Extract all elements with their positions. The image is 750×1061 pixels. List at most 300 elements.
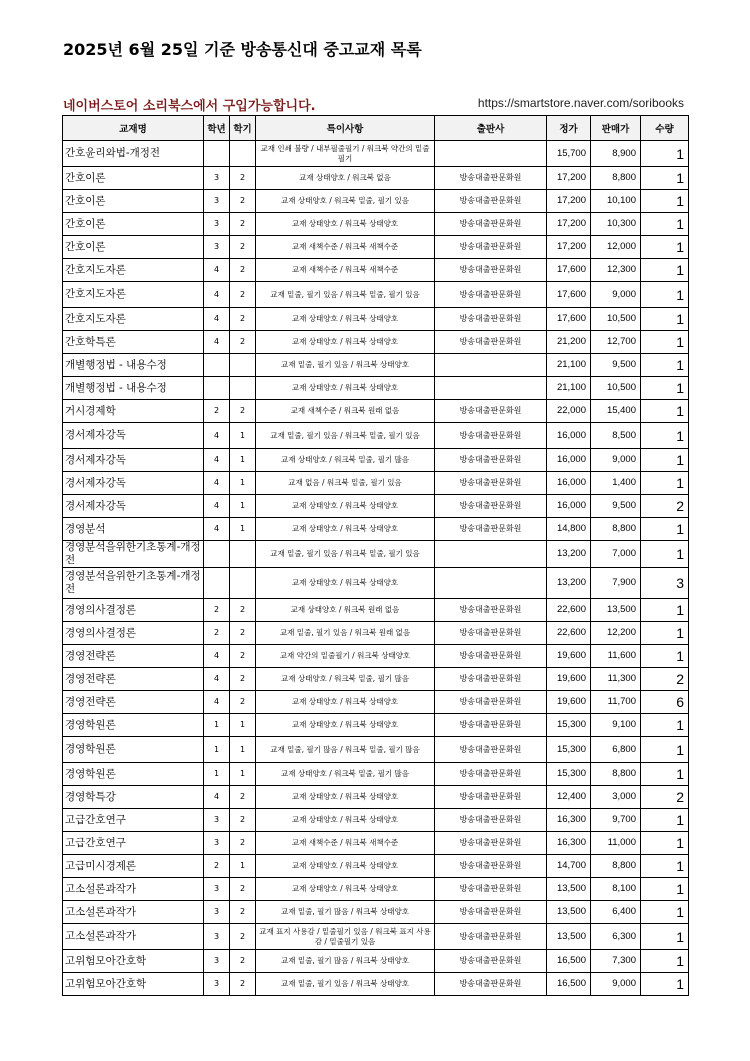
cell-publisher: 방송대출판문화원: [435, 400, 547, 423]
cell-notes: 교재 상태양호 / 워크북 상태양호: [256, 568, 435, 599]
cell-notes: 교재 새책수준 / 워크북 원래 없음: [256, 400, 435, 423]
cell-grade: 4: [204, 282, 230, 308]
cell-notes: 교재 상태양호 / 워크북 상태양호: [256, 809, 435, 832]
cell-semester: [230, 377, 256, 400]
cell-grade: 3: [204, 950, 230, 973]
cell-semester: 2: [230, 190, 256, 213]
cell-notes: 교재 인쇄 불량 / 내부필줄필기 / 워크북 약간의 밑줄필기: [256, 141, 435, 167]
table-row: [63, 167, 689, 190]
table-row: [63, 423, 689, 449]
cell-quantity: 1: [641, 167, 689, 190]
cell-grade: [204, 541, 230, 568]
cell-publisher: 방송대출판문화원: [435, 213, 547, 236]
cell-list-price: 12,400: [547, 786, 591, 809]
cell-list-price: 19,600: [547, 645, 591, 668]
cell-textbook-name: 고급미시경제론: [63, 855, 204, 878]
cell-publisher: 방송대출판문화원: [435, 950, 547, 973]
cell-quantity: 1: [641, 259, 689, 282]
cell-textbook-name: 고소설론과작가: [63, 924, 204, 950]
cell-sale-price: 10,100: [591, 190, 641, 213]
cell-semester: 2: [230, 878, 256, 901]
header-list-price: 정가: [547, 116, 591, 141]
cell-grade: 2: [204, 855, 230, 878]
cell-textbook-name: 개별행정법 - 내용수정: [63, 377, 204, 400]
page-title: 2025년 6월 25일 기준 방송통신대 중고교재 목록: [63, 40, 422, 59]
cell-grade: 1: [204, 714, 230, 737]
cell-publisher: 방송대출판문화원: [435, 973, 547, 996]
cell-grade: 4: [204, 786, 230, 809]
cell-textbook-name: 경서제자강독: [63, 472, 204, 495]
cell-publisher: 방송대출판문화원: [435, 737, 547, 763]
cell-grade: [204, 568, 230, 599]
cell-grade: 4: [204, 691, 230, 714]
cell-notes: 교재 새책수준 / 워크북 새책수준: [256, 259, 435, 282]
cell-textbook-name: 경영의사결정론: [63, 622, 204, 645]
cell-sale-price: 9,000: [591, 282, 641, 308]
cell-quantity: 1: [641, 141, 689, 167]
table-row: [63, 141, 689, 167]
cell-publisher: 방송대출판문화원: [435, 167, 547, 190]
cell-sale-price: 13,500: [591, 599, 641, 622]
cell-quantity: 1: [641, 599, 689, 622]
cell-sale-price: 11,000: [591, 832, 641, 855]
header-sale-price: 판매가: [591, 116, 641, 141]
table-row: [63, 599, 689, 622]
cell-notes: 교재 밑줄, 필기 많음 / 워크북 상태양호: [256, 950, 435, 973]
table-row: [63, 832, 689, 855]
cell-semester: 1: [230, 855, 256, 878]
table-row: [63, 809, 689, 832]
cell-quantity: 1: [641, 282, 689, 308]
cell-list-price: 22,000: [547, 400, 591, 423]
cell-textbook-name: 간호지도자론: [63, 259, 204, 282]
cell-notes: 교재 상태양호 / 워크북 상태양호: [256, 377, 435, 400]
cell-list-price: 19,600: [547, 668, 591, 691]
cell-notes: 교재 상태양호 / 워크북 상태양호: [256, 518, 435, 541]
cell-quantity: 1: [641, 901, 689, 924]
cell-publisher: 방송대출판문화원: [435, 495, 547, 518]
cell-grade: [204, 141, 230, 167]
table-row: [63, 901, 689, 924]
cell-semester: [230, 141, 256, 167]
cell-textbook-name: 고위험모아간호학: [63, 973, 204, 996]
cell-semester: 2: [230, 167, 256, 190]
cell-list-price: 21,100: [547, 354, 591, 377]
table-row: [63, 855, 689, 878]
cell-textbook-name: 고위험모아간호학: [63, 950, 204, 973]
cell-list-price: 13,200: [547, 541, 591, 568]
cell-grade: 4: [204, 645, 230, 668]
cell-sale-price: 8,500: [591, 423, 641, 449]
cell-grade: 1: [204, 763, 230, 786]
cell-semester: 1: [230, 518, 256, 541]
cell-list-price: 17,200: [547, 167, 591, 190]
cell-publisher: 방송대출판문화원: [435, 832, 547, 855]
cell-textbook-name: 간호지도자론: [63, 308, 204, 331]
cell-sale-price: 8,900: [591, 141, 641, 167]
cell-publisher: 방송대출판문화원: [435, 763, 547, 786]
table-row: [63, 472, 689, 495]
cell-list-price: 13,500: [547, 878, 591, 901]
table-row: [63, 878, 689, 901]
cell-textbook-name: 고급간호연구: [63, 832, 204, 855]
cell-quantity: 1: [641, 472, 689, 495]
header-publisher: 출판사: [435, 116, 547, 141]
cell-sale-price: 7,900: [591, 568, 641, 599]
cell-grade: 4: [204, 518, 230, 541]
header-semester: 학기: [230, 116, 256, 141]
cell-list-price: 17,200: [547, 190, 591, 213]
cell-publisher: [435, 377, 547, 400]
cell-publisher: 방송대출판문화원: [435, 259, 547, 282]
cell-grade: [204, 354, 230, 377]
cell-grade: 3: [204, 901, 230, 924]
cell-sale-price: 6,400: [591, 901, 641, 924]
cell-textbook-name: 경영분석: [63, 518, 204, 541]
cell-sale-price: 8,800: [591, 167, 641, 190]
cell-list-price: 21,100: [547, 377, 591, 400]
cell-sale-price: 12,300: [591, 259, 641, 282]
cell-sale-price: 8,100: [591, 878, 641, 901]
cell-list-price: 16,500: [547, 950, 591, 973]
cell-textbook-name: 간호이론: [63, 167, 204, 190]
cell-list-price: 17,600: [547, 282, 591, 308]
cell-textbook-name: 고급간호연구: [63, 809, 204, 832]
cell-semester: 2: [230, 259, 256, 282]
cell-list-price: 17,600: [547, 259, 591, 282]
store-url[interactable]: https://smartstore.naver.com/soribooks: [477, 96, 684, 110]
cell-publisher: 방송대출판문화원: [435, 645, 547, 668]
cell-quantity: 1: [641, 924, 689, 950]
cell-notes: 교재 밑줄, 필기 많음 / 워크북 밑줄, 필기 많음: [256, 737, 435, 763]
cell-textbook-name: 간호이론: [63, 190, 204, 213]
cell-grade: 4: [204, 423, 230, 449]
cell-grade: 4: [204, 472, 230, 495]
cell-publisher: [435, 354, 547, 377]
table-row: [63, 282, 689, 308]
table-row: [63, 213, 689, 236]
cell-list-price: 16,000: [547, 423, 591, 449]
cell-sale-price: 8,800: [591, 763, 641, 786]
header-quantity: 수량: [641, 116, 689, 141]
cell-list-price: 15,300: [547, 737, 591, 763]
cell-notes: 교재 상태양호 / 워크북 상태양호: [256, 495, 435, 518]
cell-publisher: 방송대출판문화원: [435, 423, 547, 449]
cell-grade: 2: [204, 622, 230, 645]
cell-semester: [230, 568, 256, 599]
cell-textbook-name: 경영학원론: [63, 737, 204, 763]
table-row: [63, 714, 689, 737]
cell-publisher: 방송대출판문화원: [435, 622, 547, 645]
table-row: [63, 786, 689, 809]
cell-quantity: 1: [641, 518, 689, 541]
cell-quantity: 1: [641, 354, 689, 377]
cell-notes: 교재 상태양호 / 워크북 상태양호: [256, 691, 435, 714]
cell-list-price: 16,300: [547, 809, 591, 832]
cell-publisher: 방송대출판문화원: [435, 449, 547, 472]
table-row: [63, 622, 689, 645]
cell-sale-price: 10,500: [591, 377, 641, 400]
cell-grade: 4: [204, 331, 230, 354]
cell-semester: 2: [230, 400, 256, 423]
cell-semester: 2: [230, 901, 256, 924]
cell-semester: 2: [230, 950, 256, 973]
table-row: [63, 518, 689, 541]
cell-quantity: 2: [641, 668, 689, 691]
header-grade: 학년: [204, 116, 230, 141]
cell-publisher: 방송대출판문화원: [435, 691, 547, 714]
cell-sale-price: 15,400: [591, 400, 641, 423]
cell-semester: 2: [230, 973, 256, 996]
cell-notes: 교재 밑줄, 필기 있음 / 워크북 밑줄, 필기 있음: [256, 423, 435, 449]
cell-notes: 교재 상태양호 / 워크북 상태양호: [256, 331, 435, 354]
cell-textbook-name: 경서제자강독: [63, 449, 204, 472]
cell-notes: 교재 밑줄, 필기 있음 / 워크북 상태양호: [256, 973, 435, 996]
cell-list-price: 17,200: [547, 213, 591, 236]
table-row: [63, 645, 689, 668]
cell-semester: 1: [230, 449, 256, 472]
cell-publisher: 방송대출판문화원: [435, 924, 547, 950]
table-row: [63, 950, 689, 973]
cell-notes: 교재 상태양호 / 워크북 상태양호: [256, 714, 435, 737]
cell-publisher: [435, 541, 547, 568]
cell-sale-price: 6,300: [591, 924, 641, 950]
cell-semester: 1: [230, 763, 256, 786]
cell-notes: 교재 없음 / 워크북 밑줄, 필기 있음: [256, 472, 435, 495]
table-row: [63, 568, 689, 599]
table-row: [63, 377, 689, 400]
cell-sale-price: 11,600: [591, 645, 641, 668]
cell-list-price: 15,300: [547, 714, 591, 737]
cell-publisher: [435, 568, 547, 599]
cell-semester: 2: [230, 809, 256, 832]
cell-sale-price: 12,000: [591, 236, 641, 259]
cell-publisher: 방송대출판문화원: [435, 190, 547, 213]
cell-semester: 2: [230, 308, 256, 331]
cell-sale-price: 8,800: [591, 518, 641, 541]
cell-sale-price: 1,400: [591, 472, 641, 495]
cell-semester: [230, 354, 256, 377]
cell-textbook-name: 경영학원론: [63, 714, 204, 737]
table-row: [63, 331, 689, 354]
cell-publisher: 방송대출판문화원: [435, 282, 547, 308]
cell-list-price: 22,600: [547, 622, 591, 645]
cell-sale-price: 11,700: [591, 691, 641, 714]
cell-quantity: 6: [641, 691, 689, 714]
cell-sale-price: 11,300: [591, 668, 641, 691]
table-row: [63, 190, 689, 213]
cell-quantity: 2: [641, 495, 689, 518]
cell-publisher: 방송대출판문화원: [435, 331, 547, 354]
cell-textbook-name: 경서제자강독: [63, 495, 204, 518]
cell-textbook-name: 간호이론: [63, 213, 204, 236]
cell-publisher: 방송대출판문화원: [435, 878, 547, 901]
cell-quantity: 1: [641, 973, 689, 996]
cell-textbook-name: 경영학원론: [63, 763, 204, 786]
cell-notes: 교재 상태양호 / 워크북 밑줄, 필기 많음: [256, 668, 435, 691]
cell-sale-price: 12,200: [591, 622, 641, 645]
table-row: [63, 737, 689, 763]
cell-semester: 2: [230, 236, 256, 259]
cell-list-price: 13,200: [547, 568, 591, 599]
table-header-row: [63, 116, 689, 141]
cell-sale-price: 6,800: [591, 737, 641, 763]
cell-notes: 교재 상태양호 / 워크북 없음: [256, 167, 435, 190]
cell-notes: 교재 상태양호 / 워크북 밑줄, 필기 있음: [256, 190, 435, 213]
cell-notes: 교재 상태양호 / 워크북 상태양호: [256, 308, 435, 331]
store-notice: 네이버스토어 소리북스에서 구입가능합니다.: [63, 99, 316, 114]
table-row: [63, 236, 689, 259]
cell-semester: 2: [230, 645, 256, 668]
cell-quantity: 1: [641, 855, 689, 878]
cell-publisher: 방송대출판문화원: [435, 599, 547, 622]
cell-semester: 2: [230, 599, 256, 622]
cell-list-price: 14,800: [547, 518, 591, 541]
cell-grade: 4: [204, 259, 230, 282]
cell-semester: 2: [230, 622, 256, 645]
cell-publisher: 방송대출판문화원: [435, 518, 547, 541]
cell-sale-price: 9,000: [591, 449, 641, 472]
cell-list-price: 15,300: [547, 763, 591, 786]
cell-list-price: 13,500: [547, 901, 591, 924]
cell-sale-price: 9,700: [591, 809, 641, 832]
cell-semester: 2: [230, 331, 256, 354]
cell-grade: 3: [204, 878, 230, 901]
table-row: [63, 400, 689, 423]
cell-textbook-name: 경서제자강독: [63, 423, 204, 449]
cell-textbook-name: 경영학특강: [63, 786, 204, 809]
cell-textbook-name: 간호지도자론: [63, 282, 204, 308]
cell-notes: 교재 밑줄, 필기 있음 / 워크북 밑줄, 필기 있음: [256, 541, 435, 568]
cell-textbook-name: 경영전략론: [63, 668, 204, 691]
cell-sale-price: 10,500: [591, 308, 641, 331]
cell-list-price: 16,000: [547, 449, 591, 472]
cell-list-price: 21,200: [547, 331, 591, 354]
cell-semester: [230, 541, 256, 568]
table-row: [63, 668, 689, 691]
cell-publisher: 방송대출판문화원: [435, 236, 547, 259]
table-row: [63, 495, 689, 518]
cell-sale-price: 12,700: [591, 331, 641, 354]
cell-quantity: 1: [641, 541, 689, 568]
cell-notes: 교재 상태양호 / 워크북 원래 없음: [256, 599, 435, 622]
cell-textbook-name: 경영전략론: [63, 645, 204, 668]
cell-sale-price: 8,800: [591, 855, 641, 878]
cell-textbook-name: 간호이론: [63, 236, 204, 259]
cell-semester: 2: [230, 213, 256, 236]
cell-list-price: 16,300: [547, 832, 591, 855]
cell-textbook-name: 경영전략론: [63, 691, 204, 714]
cell-quantity: 1: [641, 737, 689, 763]
cell-textbook-name: 개별행정법 - 내용수정: [63, 354, 204, 377]
cell-grade: 2: [204, 599, 230, 622]
cell-notes: 교재 상태양호 / 워크북 상태양호: [256, 786, 435, 809]
cell-notes: 교재 밑줄, 필기 있음 / 워크북 밑줄, 필기 있음: [256, 282, 435, 308]
header-notes: 특이사항: [256, 116, 435, 141]
cell-grade: 2: [204, 400, 230, 423]
cell-quantity: 1: [641, 950, 689, 973]
cell-publisher: 방송대출판문화원: [435, 855, 547, 878]
cell-semester: 2: [230, 668, 256, 691]
cell-semester: 2: [230, 924, 256, 950]
table-row: [63, 541, 689, 568]
cell-notes: 교재 새책수준 / 워크북 새책수준: [256, 236, 435, 259]
cell-publisher: 방송대출판문화원: [435, 714, 547, 737]
cell-notes: 교재 약간의 밑줄필기 / 워크북 상태양호: [256, 645, 435, 668]
cell-notes: 교재 밑줄, 필기 있음 / 워크북 원래 없음: [256, 622, 435, 645]
cell-list-price: 15,700: [547, 141, 591, 167]
cell-publisher: 방송대출판문화원: [435, 901, 547, 924]
cell-list-price: 13,500: [547, 924, 591, 950]
cell-quantity: 1: [641, 809, 689, 832]
cell-semester: 2: [230, 786, 256, 809]
cell-textbook-name: 경영의사결정론: [63, 599, 204, 622]
cell-sale-price: 9,500: [591, 354, 641, 377]
cell-semester: 1: [230, 714, 256, 737]
cell-publisher: 방송대출판문화원: [435, 472, 547, 495]
cell-quantity: 1: [641, 213, 689, 236]
cell-list-price: 17,600: [547, 308, 591, 331]
cell-list-price: 14,700: [547, 855, 591, 878]
cell-quantity: 1: [641, 449, 689, 472]
cell-publisher: [435, 141, 547, 167]
cell-quantity: 1: [641, 400, 689, 423]
cell-publisher: 방송대출판문화원: [435, 786, 547, 809]
header-name: 교재명: [63, 116, 204, 141]
cell-semester: 1: [230, 472, 256, 495]
cell-notes: 교재 상태양호 / 워크북 상태양호: [256, 213, 435, 236]
cell-grade: 4: [204, 495, 230, 518]
cell-grade: [204, 377, 230, 400]
cell-quantity: 1: [641, 645, 689, 668]
cell-grade: 3: [204, 236, 230, 259]
cell-grade: 3: [204, 190, 230, 213]
cell-quantity: 1: [641, 763, 689, 786]
cell-semester: 1: [230, 495, 256, 518]
cell-grade: 4: [204, 449, 230, 472]
cell-notes: 교재 상태양호 / 워크북 밑줄, 필기 많음: [256, 763, 435, 786]
table-row: [63, 691, 689, 714]
cell-sale-price: 3,000: [591, 786, 641, 809]
table-row: [63, 449, 689, 472]
cell-textbook-name: 간호학특론: [63, 331, 204, 354]
cell-publisher: 방송대출판문화원: [435, 308, 547, 331]
cell-list-price: 16,000: [547, 495, 591, 518]
cell-sale-price: 9,000: [591, 973, 641, 996]
cell-textbook-name: 고소설론과작가: [63, 901, 204, 924]
cell-textbook-name: 거시경제학: [63, 400, 204, 423]
cell-list-price: 16,500: [547, 973, 591, 996]
cell-grade: 3: [204, 924, 230, 950]
cell-grade: 1: [204, 737, 230, 763]
table-row: [63, 308, 689, 331]
cell-grade: 3: [204, 832, 230, 855]
cell-notes: 교재 밑줄, 필기 많음 / 워크북 상태양호: [256, 901, 435, 924]
cell-quantity: 2: [641, 786, 689, 809]
cell-notes: 교재 새책수준 / 워크북 새책수준: [256, 832, 435, 855]
cell-sale-price: 7,000: [591, 541, 641, 568]
cell-quantity: 1: [641, 190, 689, 213]
table-row: [63, 354, 689, 377]
cell-sale-price: 9,100: [591, 714, 641, 737]
cell-semester: 2: [230, 691, 256, 714]
cell-quantity: 1: [641, 832, 689, 855]
cell-quantity: 1: [641, 878, 689, 901]
table-row: [63, 259, 689, 282]
cell-list-price: 22,600: [547, 599, 591, 622]
cell-publisher: 방송대출판문화원: [435, 668, 547, 691]
cell-sale-price: 9,500: [591, 495, 641, 518]
